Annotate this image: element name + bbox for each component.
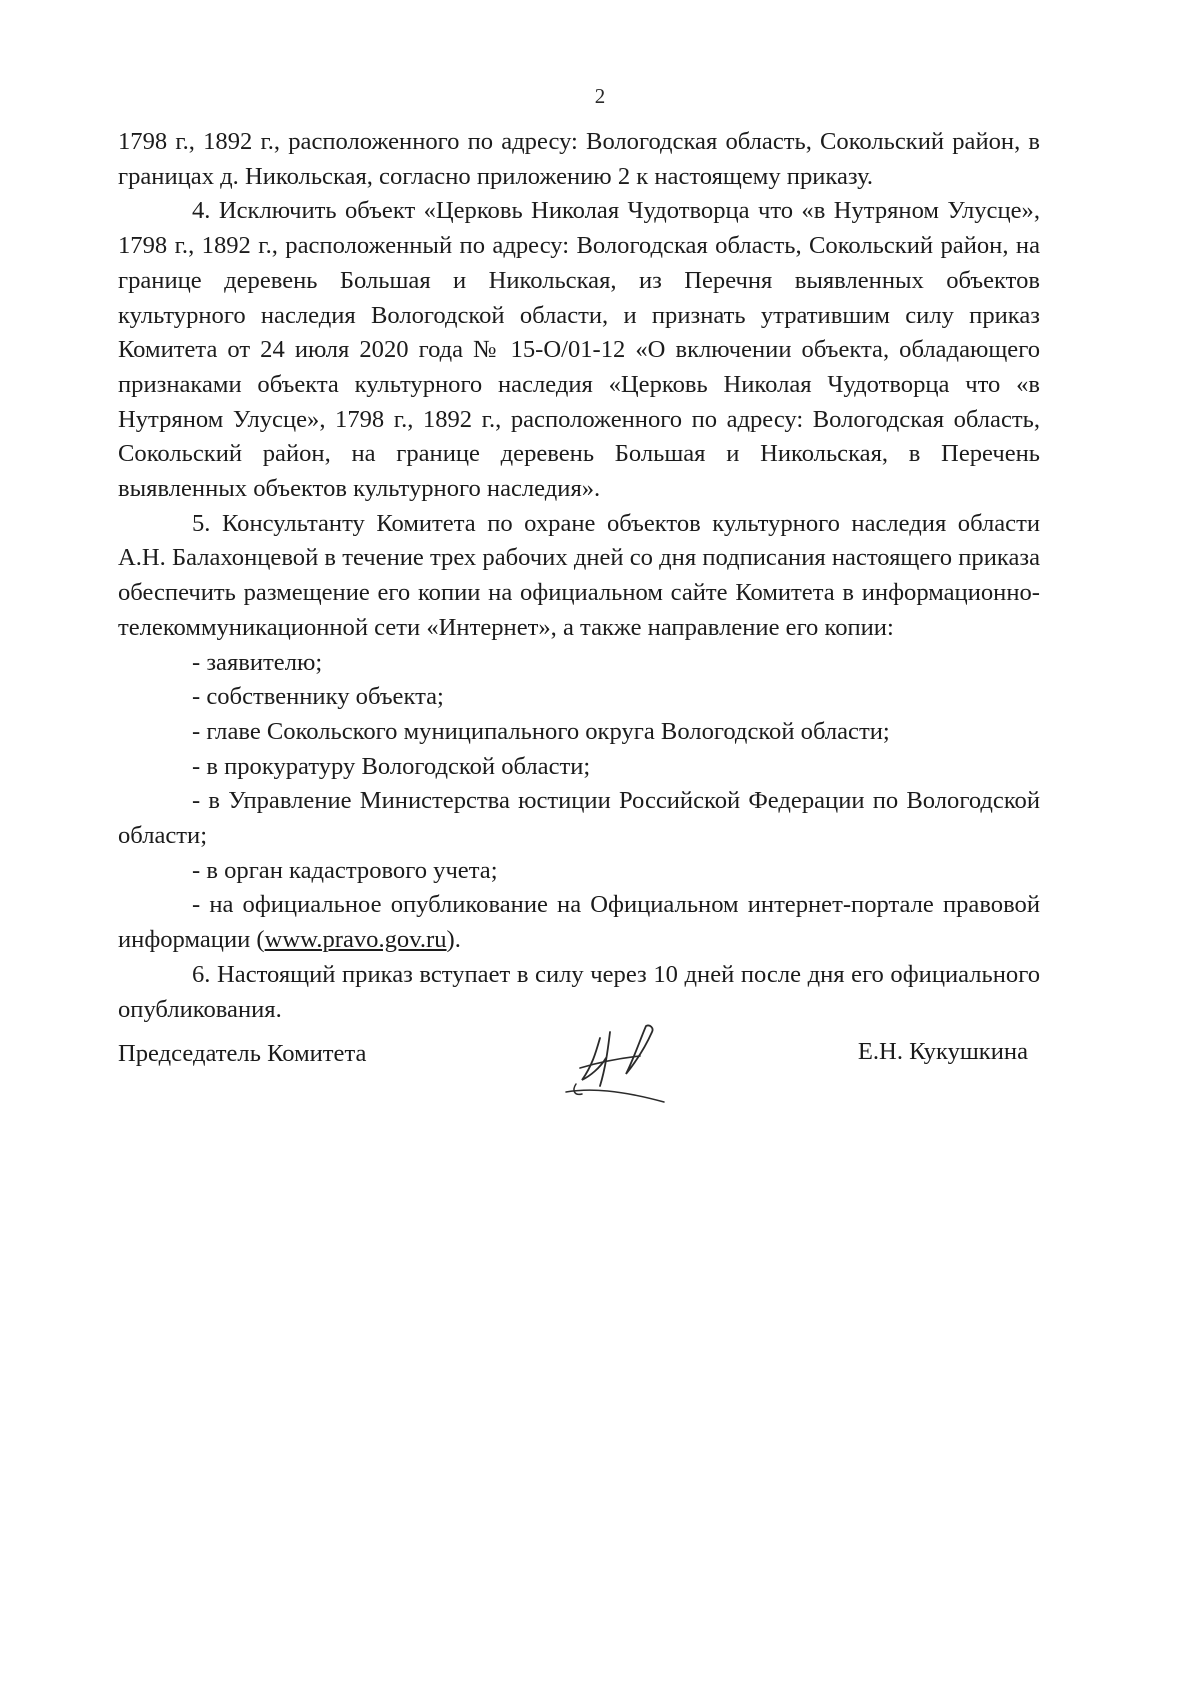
recipient-item: - заявителю;	[192, 648, 323, 676]
recipient-item: - главе Сокольского муниципального округа Вологодской области;	[192, 717, 890, 745]
pravo-link[interactable]: www.pravo.gov.ru	[264, 926, 447, 954]
paragraph-5: 5. Консультанту Комитета по охране объектов культурного наследия области А.Н. Балахонцевой в течение трех рабочих дней со дня подписания настоящего приказа обеспечить размещение его копии на официальном сайте Комитета в информационно-телекоммуникационной сети «Интернет», а также направление его копии:	[118, 509, 1040, 641]
signature-block	[118, 1040, 1040, 1120]
publication-text: - на официальное опубликование на Официальном интернет-портале правовой информации (	[118, 891, 1040, 954]
recipient-item: - собственнику объекта;	[192, 683, 444, 711]
publication-text-end: ).	[446, 926, 461, 954]
handwritten-signature	[560, 1018, 680, 1108]
recipient-item: - в орган кадастрового учета;	[192, 856, 498, 884]
recipient-item-publication	[118, 888, 1040, 957]
signatory-title: Председатель Комитета	[118, 1040, 367, 1067]
paragraph-continuation: 1798 г., 1892 г., расположенного по адресу: Вологодская область, Сокольский район, в границах д. Никольская, согласно приложению 2 к настоящему приказу.	[118, 128, 1040, 190]
recipient-item: - в прокуратуру Вологодской области;	[192, 752, 591, 780]
paragraph-4: 4. Исключить объект «Церковь Николая Чудотворца что «в Нутряном Улусце», 1798 г., 1892 г., расположенный по адресу: Вологодская область, Сокольский район, на границе деревень Большая и Никольская, из Перечня выявленных объектов культурного наследия Вологодской области, и признать утратившим силу приказ Комитета от 24 июля 2020 года № 15-О/01-12 «О включении объекта, обладающего признаками объекта культурного наследия «Церковь Николая Чудотворца что «в Нутряном Улусце», 1798 г., 1892 г., расположенного по адресу: Вологодская область, Сокольский район, на границе деревень Большая и Никольская, в Перечень выявленных объектов культурного наследия».	[118, 197, 1040, 503]
recipient-item: - в Управление Министерства юстиции Российской Федерации по Вологодской области;	[118, 787, 1040, 850]
document-body	[118, 125, 1040, 1027]
signatory-name: Е.Н. Кукушкина	[857, 1038, 1028, 1065]
paragraph-6: 6. Настоящий приказ вступает в силу через 10 дней после дня его официального опубликования.	[118, 960, 1040, 1023]
page-number: 2	[594, 84, 606, 108]
